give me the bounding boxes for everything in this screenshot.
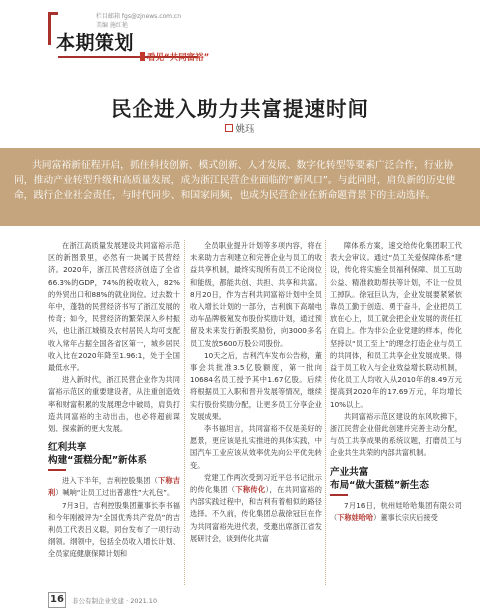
paragraph: 在浙江高质量发展建设共同富裕示范区的新图景里，必然有一块属于民营经济。2020年，浙江民营经济创造了全省66.3%的GDP，74%的税收收入，82%的外贸出口和88%的就业岗位。过去数十年中，蓬勃的民营经济书写了浙江发展的传奇；如今，民营经济的繁荣深入乡村振兴，也让浙江城镇及农村居民人均可支配收入常年占据全国各省区第一，城乡居民收入比在2020年降至1.96:1，处于全国最低水平。 xyxy=(48,241,180,373)
paragraph: 进入新时代，浙江民营企业作为共同富裕示范区的重要建设者，从注重创造效率和财富积累的发展理念中破局，肩负打造共同富裕的主动出击，也必将超前谋划、探索新的更大发展。 xyxy=(48,375,180,434)
paragraph: 共同富裕示范区建设的东风吹拂下，浙江民营企业借此创建并完善主动分配，与员工共享成果的系统议题，打磨员工与企业共生共荣的内部共富机制。 xyxy=(330,411,462,458)
paragraph: 7月3日，吉利控股集团董事长李书福和今年刚被评为“全国优秀共产党员”的吉利员工代表吕义聪，同台发布了一项行动纲领。纲领中，包括全员收入增长计划、全员家庭健康保障计划和 xyxy=(48,500,180,559)
article-byline xyxy=(0,121,480,135)
paragraph-text: 党建工作两次受到习近平总书记批示的传化集团（ xyxy=(190,472,322,495)
magazine-issue: 非公有制企业党建 · 2021.10 xyxy=(72,597,158,605)
column-divider xyxy=(184,240,185,585)
paragraph-text: 进入下半年，吉利控股集团（ xyxy=(62,476,159,486)
editor-email: 栏目邮箱 fgs@zjnews.com.cn xyxy=(96,13,182,20)
section-heading-bar xyxy=(330,494,348,496)
article-title: 民企进入助力共富提速时间 xyxy=(111,97,369,121)
abbreviation-note: 下称传化 xyxy=(235,485,266,495)
text-column-3 xyxy=(330,240,462,524)
section-heading xyxy=(330,466,462,496)
series-title-text: 看见“共同富裕” xyxy=(147,53,210,63)
series-marker-icon xyxy=(140,52,145,61)
abbreviation-note: 下称娃哈哈 xyxy=(337,512,374,522)
section-heading-line-1: 红利共享 xyxy=(48,442,87,454)
series-title xyxy=(140,51,209,63)
paragraph xyxy=(48,475,180,499)
column-header xyxy=(0,0,480,78)
section-heading-bar xyxy=(48,469,66,471)
paragraph: 全员职业提升计划等多项内容，将在未来助力吉利建立和完善企业与员工的收益共享机制，最终实现所有员工不论岗位和能级，都能共创、共担、共享和共富。8月20日，作为吉利共同富裕计划中全员收入增长计划的一部分，吉利旗下高端电动车品牌极氪发布股份奖励计划，通过预留及未来发行新股奖励份，向3000多名员工发放5600万股公司股份。 xyxy=(190,241,322,348)
page-footer xyxy=(0,590,480,616)
article-intro: 共同富裕新征程开启，抓住科技创新、模式创新、人才发展、数字化转型等要素广泛合作，行业协同，推动产业转型升级和高质量发展，成为浙江民营企业面临的“新风口”。与此同时，肩负新的历史使命，践行企业社会责任，与时代同步、和国家同频，也成为民营企业在新命题背景下的主动选择。 xyxy=(0,148,480,226)
paragraph xyxy=(330,500,462,524)
paragraph xyxy=(190,472,322,545)
paragraph-text: ）喊响“让员工过出普惠性”大礼包”。 xyxy=(55,488,175,498)
column-title: 本期策划 xyxy=(56,32,135,54)
section-heading-line-1: 产业共富 xyxy=(330,466,369,478)
paragraph-text: 7月16日，杭州娃哈哈集团有限公司（ xyxy=(330,500,462,522)
section-heading-line-2: 布局“做大蛋糕”新生态 xyxy=(330,479,429,491)
paragraph: 障体系方案，速交给传化集团职工代表大会审议。通过“员工关爱保障体系”建设，传化将实施全员福利保障、员工互助公益、精准救助帮扶等计划，不让一位员工掉队。徐冠巨认为，企业发展要紧紧依靠员工勤于创造、勇于奋斗，企业把员工放在心上，员工就会把企业发展的责任扛在肩上。作为非公企业党建的样本，传化坚持以“员工至上”的理念打造企业与员工的共同体，和员工共享企业发展成果。得益于员工收入与企业效益增长联动机制，传化员工人均收入从2010年的8.49万元提高到2020年的17.69万元，年均增长10%以上。 xyxy=(330,241,462,409)
section-heading-line-2: 构建“蛋糕分配”新体系 xyxy=(48,455,147,467)
author-name: 姚珏 xyxy=(235,124,255,135)
paragraph: 10天之后，吉利汽车发布公告称，董事会共批准3.5亿股额度，第一批向10684名员工授予其中1.67亿股。后续将根据员工入职和晋升发展等情况，继续实行股份奖励分配，让更多员工分享企业发展成果。 xyxy=(190,350,322,421)
page-number: 16 xyxy=(48,592,66,608)
paragraph-text: ）董事长宗庆后接受 xyxy=(373,512,438,522)
byline-box-icon xyxy=(225,124,233,132)
abbreviation-note: 下称吉利 xyxy=(48,476,180,498)
designer-credit: 美编 施红艳 xyxy=(96,22,128,29)
section-heading xyxy=(48,441,180,471)
text-column-2 xyxy=(190,240,322,545)
text-column-1 xyxy=(48,240,180,561)
paragraph: 李书福坦言，共同富裕不仅是美好的愿景，更应该是扎实推进的具体实践，中国汽车工业应该从效率优先向公平优先转变。 xyxy=(190,424,322,470)
paragraph-text: ），在共同富裕的内部实践过程中，和吉利有着相似的路径选择。不久前，传化集团总裁徐冠巨在作为共同富裕先进代表，受邀出席浙江省发展研讨会，谈到传化共富 xyxy=(190,485,322,543)
column-divider xyxy=(325,240,326,585)
